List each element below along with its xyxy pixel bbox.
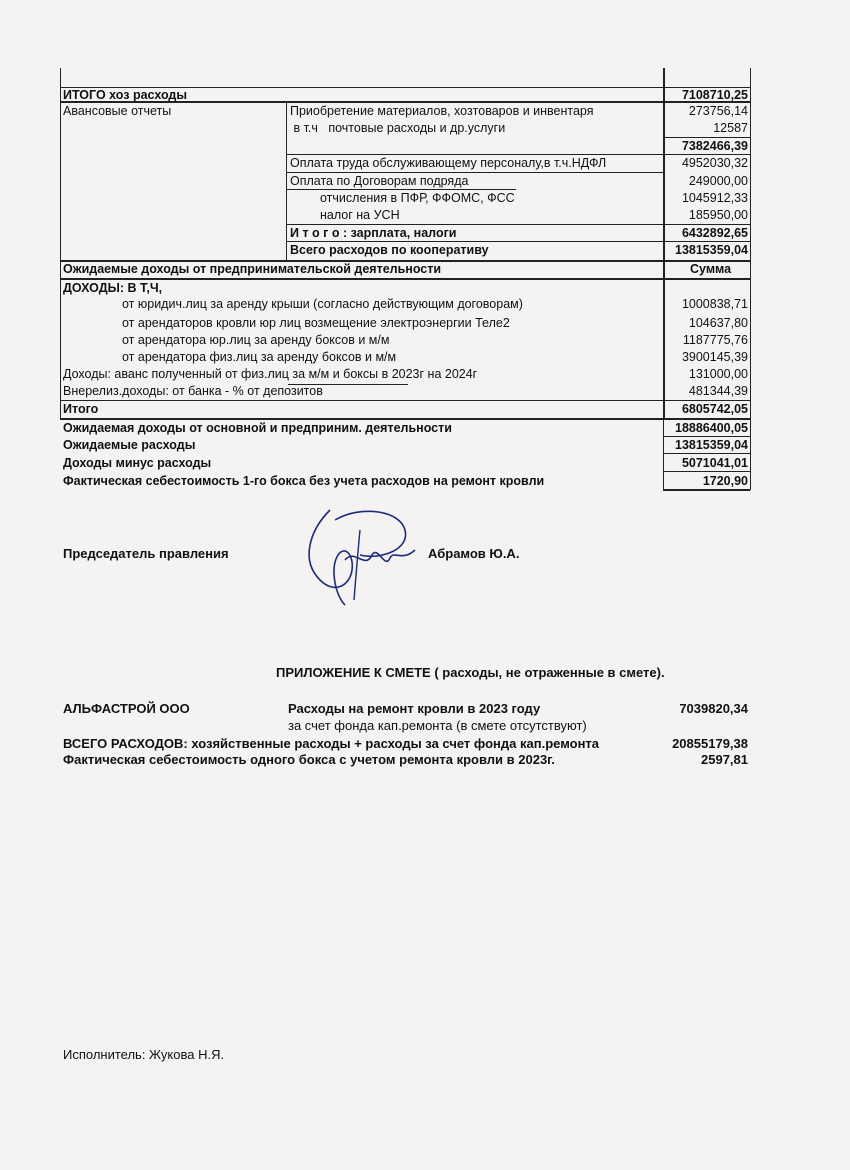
row-line — [286, 241, 750, 242]
pension-value: 1045912,33 — [681, 191, 748, 205]
row-line — [663, 137, 750, 138]
income-total-value: 6805742,05 — [681, 402, 748, 416]
income-row-label: от арендатора юр.лиц за аренду боксов и м/м — [122, 333, 390, 347]
chairman-name: Абрамов Ю.А. — [428, 546, 520, 561]
avans-label: Авансовые отчеты — [63, 104, 172, 118]
row-line — [663, 436, 750, 437]
expected-income-header: Ожидаемые доходы от предпринимательской деятельности — [63, 262, 442, 276]
appendix-total-label: ВСЕГО РАСХОДОВ: хозяйственные расходы + расходы за счет фонда кап.ремонта — [63, 736, 600, 751]
avans-item-postal-value: 12587 — [713, 121, 748, 135]
income-row-label: Внерелиз.доходы: от банка - % от депозитов — [63, 384, 323, 398]
income-row-label: от арендатора физ.лиц за аренду боксов и м/м — [122, 350, 397, 364]
salary-total-label: И т о г о : зарплата, налоги — [290, 226, 457, 240]
coop-total-label: Всего расходов по кооперативу — [290, 243, 489, 257]
summary-value: 5071041,01 — [681, 456, 748, 470]
appendix-company: АЛЬФАСТРОЙ ООО — [63, 701, 190, 716]
appendix-total-value: 20855179,38 — [672, 736, 748, 751]
avans-subtotal: 7382466,39 — [681, 139, 748, 153]
sum-column-header: Сумма — [690, 262, 732, 276]
summary-label: Ожидаемые расходы — [63, 438, 196, 452]
salary-label: Оплата труда обслуживающему персоналу,в т.ч.НДФЛ — [290, 156, 607, 170]
row-line — [286, 189, 516, 190]
row-line — [60, 418, 750, 420]
row-line — [286, 224, 750, 225]
tax-label: налог на УСН — [320, 208, 400, 222]
summary-border — [750, 420, 751, 490]
income-row-value: 3900145,39 — [681, 350, 748, 364]
executor: Исполнитель: Жукова Н.Я. — [63, 1047, 225, 1062]
income-row-label: от арендаторов кровли юр лиц возмещение электроэнергии Теле2 — [122, 316, 510, 330]
itogo-hoz-label: ИТОГО хоз расходы — [63, 88, 188, 102]
appendix-cost-value: 2597,81 — [701, 752, 748, 767]
row-line — [286, 154, 750, 155]
income-row-value: 131000,00 — [688, 367, 748, 381]
income-header: ДОХОДЫ: В Т,Ч, — [63, 281, 163, 295]
table-value-divider — [663, 68, 665, 420]
salary-value: 4952030,32 — [681, 156, 748, 170]
pension-label: отчисления в ПФР, ФФОМС, ФСС — [320, 191, 515, 205]
income-total-label: Итого — [63, 402, 99, 416]
income-row-value: 481344,39 — [688, 384, 748, 398]
income-row-value: 1000838,71 — [681, 297, 748, 311]
appendix-repair-label: Расходы на ремонт кровли в 2023 году — [288, 701, 541, 716]
summary-label: Доходы минус расходы — [63, 456, 212, 470]
row-line — [663, 489, 750, 491]
summary-value: 18886400,05 — [675, 421, 748, 435]
row-line — [663, 471, 750, 472]
chairman-role: Председатель правления — [63, 546, 229, 561]
avans-item-materials-value: 273756,14 — [688, 104, 748, 118]
avans-item-postal: в т.ч почтовые расходы и др.услуги — [290, 121, 506, 135]
row-line — [60, 278, 750, 280]
summary-value: 1720,90 — [702, 474, 748, 488]
contracts-value: 249000,00 — [688, 174, 748, 188]
salary-total-value: 6432892,65 — [681, 226, 748, 240]
tax-value: 185950,00 — [688, 208, 748, 222]
appendix-repair-sub: за счет фонда кап.ремонта (в смете отсутствуют) — [288, 718, 587, 733]
income-row-value: 1187775,76 — [682, 333, 748, 347]
appendix-repair-value: 7039820,34 — [679, 701, 748, 716]
coop-total-value: 13815359,04 — [675, 243, 748, 257]
appendix-title: ПРИЛОЖЕНИЕ К СМЕТЕ ( расходы, не отраженные в смете). — [276, 665, 665, 680]
avans-item-materials: Приобретение материалов, хозтоваров и инвентаря — [290, 104, 594, 118]
signature-image — [290, 500, 430, 610]
summary-divider — [663, 420, 664, 490]
contracts-label: Оплата по Договорам подряда — [290, 174, 469, 188]
summary-value: 13815359,04 — [675, 438, 748, 452]
appendix-cost-label: Фактическая себестоимость одного бокса с учетом ремонта кровли в 2023г. — [63, 752, 555, 767]
income-row-label: Доходы: аванс полученный от физ.лиц за м/м и боксы в 2023г на 2024г — [63, 367, 478, 381]
table-left-border — [60, 68, 61, 420]
itogo-hoz-value: 7108710,25 — [681, 88, 748, 102]
table-inner-divider — [286, 103, 287, 261]
row-line — [286, 172, 663, 173]
summary-label: Ожидаемая доходы от основной и предприним. деятельности — [63, 421, 452, 435]
row-line — [663, 453, 750, 454]
row-line — [60, 400, 750, 401]
summary-label: Фактическая себестоимость 1-го бокса без учета расходов на ремонт кровли — [63, 474, 545, 488]
table-right-border — [750, 68, 751, 420]
income-row-label: от юридич.лиц за аренду крыши (согласно действующим договорам) — [122, 297, 523, 311]
income-row-value: 104637,80 — [688, 316, 748, 330]
